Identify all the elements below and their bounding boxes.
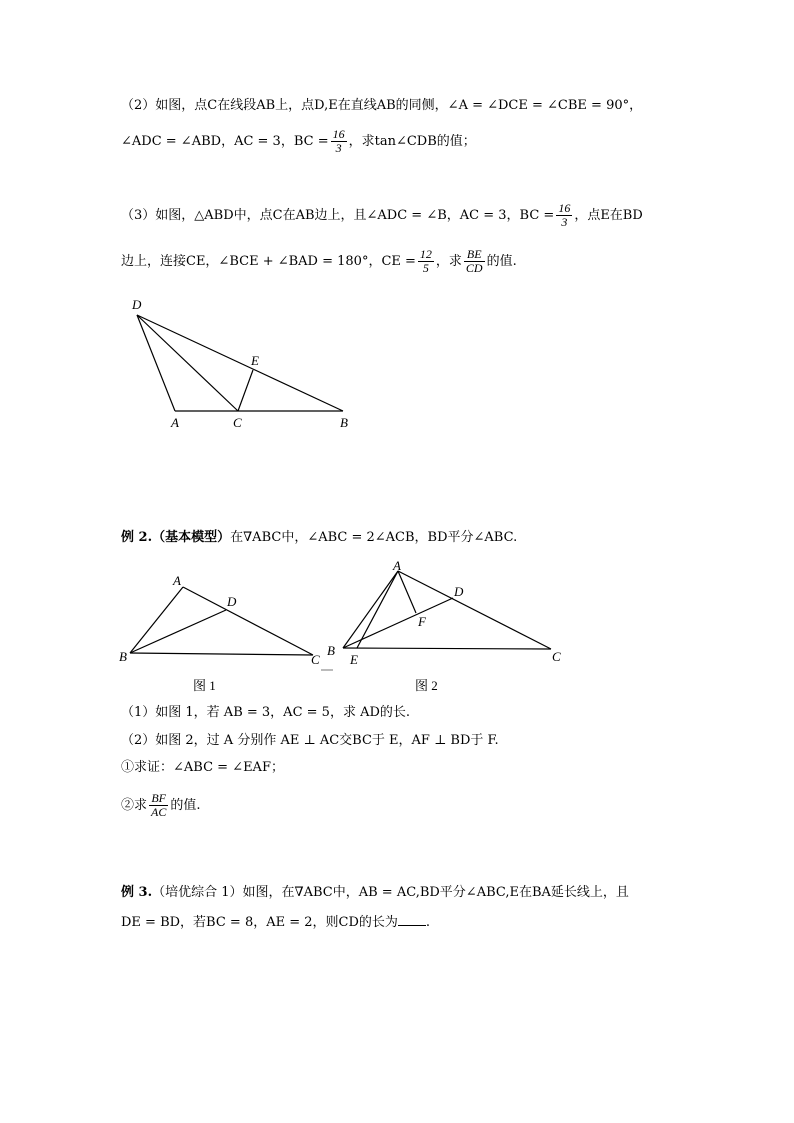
fig1-segment-BC <box>130 653 313 655</box>
fig2-segment-BA <box>343 571 398 648</box>
part3-frac1-num: 16 <box>558 201 571 215</box>
part2-line1: （2）如图，点C在线段AB上，点D,E在直线AB的同侧，∠A = ∠DCE = ∠CBE = 90°， <box>121 98 643 113</box>
ex2-heading <box>121 528 517 548</box>
ex2-q2-2-post: 的值. <box>170 798 201 813</box>
label-C: C <box>233 415 242 430</box>
part3-frac3-den: CD <box>465 261 483 275</box>
fig2-label-A: A <box>393 558 401 573</box>
label-A: A <box>171 415 179 430</box>
ex3-line2 <box>121 913 430 933</box>
part3-line1-pre: （3）如图，△ABD中，点C在AB边上，且∠ADC = ∠B，AC = 3，BC = <box>121 208 555 223</box>
ex2-q2-2-num: BF <box>149 792 168 806</box>
ex2-q2-2-den: AC <box>151 805 167 819</box>
fig2-label-F: F <box>418 614 426 629</box>
part3-line2-post: 的值. <box>486 254 517 269</box>
ex2-figure-1 <box>130 587 313 655</box>
part3-frac1-den: 3 <box>561 215 568 229</box>
fig1-label-A: A <box>173 573 181 588</box>
segment-DC <box>137 315 238 411</box>
ex3-line2-pre: DE = BD，若BC = 8，AE = 2，则CD的长为 <box>121 915 398 930</box>
fig1-label-B: B <box>119 649 127 664</box>
part2-frac-num: 16 <box>332 127 345 141</box>
fig2-label-E: E <box>350 652 358 667</box>
ex3-line1 <box>121 883 629 903</box>
fig2-label-D: D <box>454 584 464 599</box>
ex2-q2-2-pre: ②求 <box>121 798 148 813</box>
answer-blank[interactable] <box>398 913 426 926</box>
label-D: D <box>132 297 142 312</box>
part3-frac3-num: BE <box>464 248 485 262</box>
fig2-segment-AF <box>398 571 416 613</box>
part3-line2-mid: ，求 <box>435 254 462 269</box>
segment-CE <box>238 370 253 411</box>
part3-line1-post: ，点E在BD <box>574 208 643 223</box>
part3-frac2-num: 12 <box>419 247 432 261</box>
fig1-label-D: D <box>227 594 237 609</box>
ex3-line1-rest: （培优综合 1）如图，在∇ABC中，AB = AC,BD平分∠ABC,E在BA延长线上，且 <box>152 885 629 900</box>
ex2-q2-2 <box>121 792 201 819</box>
part3-line2-pre: 边上，连接CE，∠BCE + ∠BAD = 180°，CE = <box>121 254 416 269</box>
fig1-caption: 图 1 <box>193 678 216 693</box>
fig1-segment-BD <box>130 610 226 653</box>
fig2-segment-AC <box>398 571 551 649</box>
ex3-line2-post: . <box>425 915 431 930</box>
ex2-q2: （2）如图 2，过 A 分别作 AE ⊥ AC交BC于 E，AF ⊥ BD于 F. <box>121 733 499 748</box>
ex2-q2-1: ①求证：∠ABC = ∠EAF； <box>121 760 284 775</box>
part2-line2-pre: ∠ADC = ∠ABD，AC = 3，BC = <box>121 134 329 149</box>
fig1-label-C: C <box>311 652 320 667</box>
fig2-segment-BC <box>343 648 551 649</box>
ex2-figure-2 <box>343 571 551 649</box>
fig2-label-C: C <box>552 649 561 664</box>
fig2-segment-BD <box>343 598 453 648</box>
ex2-head-rest: 在∇ABC中，∠ABC = 2∠ACB，BD平分∠ABC. <box>230 530 518 545</box>
label-B: B <box>340 415 348 430</box>
figure-part3 <box>137 315 343 411</box>
ex3-head-bold: 例 3. <box>121 885 153 900</box>
segment-DB <box>137 315 343 411</box>
ex2-head-bold: 例 2.（基本模型） <box>121 530 231 545</box>
fig2-caption: 图 2 <box>415 678 438 693</box>
part2-frac-den: 3 <box>335 141 342 155</box>
label-E: E <box>251 353 259 368</box>
ex2-q2-2-fraction <box>149 792 168 819</box>
ex2-q1: （1）如图 1，若 AB = 3，AC = 5，求 AD的长. <box>121 705 411 720</box>
fig1-segment-BA <box>130 587 183 653</box>
part2-line2-post: ，求tan∠CDB的值； <box>348 134 476 149</box>
fig2-segment-AE <box>357 571 398 648</box>
fig2-label-B: B <box>327 643 335 658</box>
part3-frac2-den: 5 <box>422 261 429 275</box>
